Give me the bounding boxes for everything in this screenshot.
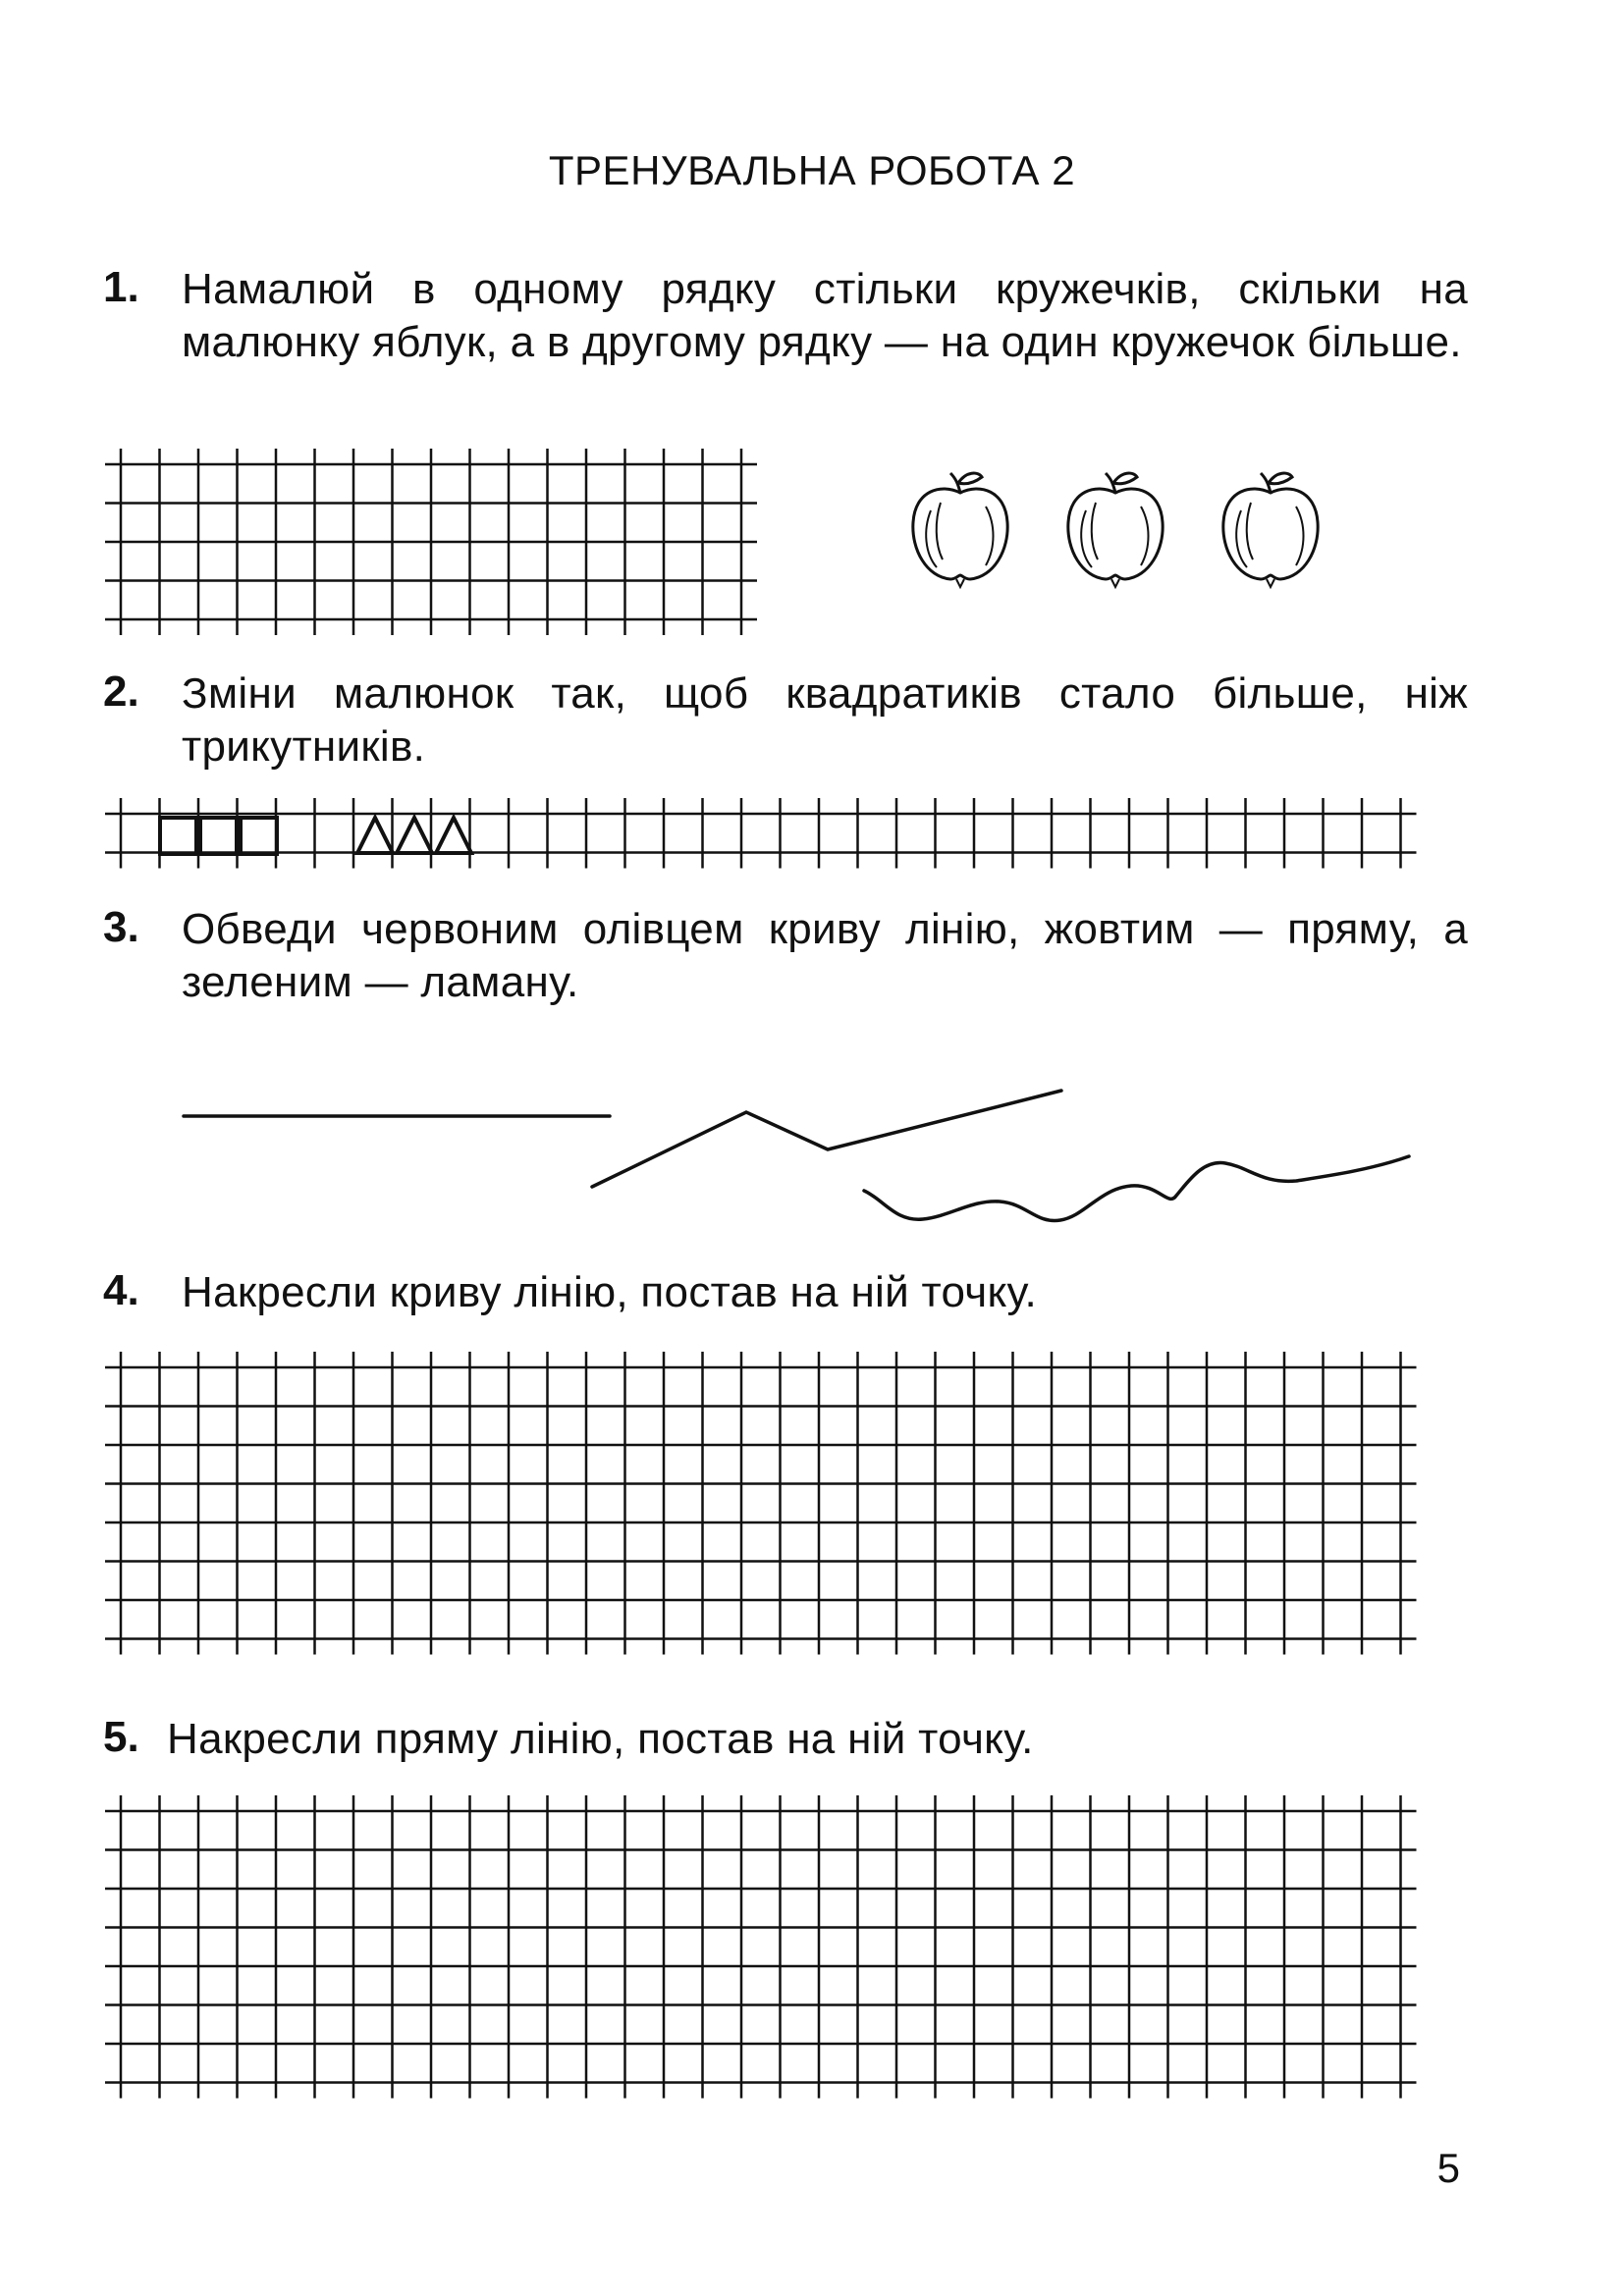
square-shape: [241, 818, 277, 854]
task-number: 5.: [103, 1713, 139, 1761]
square-shape: [200, 818, 237, 854]
square-shape: [160, 818, 196, 854]
triangles-group: [357, 818, 471, 853]
task-number: 4.: [103, 1266, 139, 1314]
broken-line: [592, 1091, 1061, 1187]
task-number: 2.: [103, 667, 139, 716]
task-number: 3.: [103, 903, 139, 951]
triangle-shape: [397, 818, 432, 853]
apple-icon: [913, 473, 1007, 587]
task-text: Накресли пряму лінію, постав на ній точку.: [167, 1715, 1034, 1763]
answer-strip-task-2[interactable]: [105, 798, 1417, 869]
task-text: Обведи червоним олівцем криву лінію, жовтим — пряму, а зеленим — ламану.: [182, 905, 1468, 1006]
apples-group: [913, 473, 1318, 587]
page-number: 5: [1436, 2145, 1460, 2191]
page-title: ТРЕНУВАЛЬНА РОБОТА 2: [548, 147, 1076, 193]
curved-line: [864, 1156, 1409, 1221]
answer-grid-task-4[interactable]: [105, 1352, 1417, 1655]
task-text: Зміни малюнок так, щоб квадратиків стало більше, ніж трикутників.: [182, 669, 1468, 771]
squares-group: [160, 818, 277, 854]
task-number: 1.: [103, 263, 139, 311]
answer-grid-task-5[interactable]: [105, 1795, 1417, 2099]
task-text: Накресли криву лінію, постав на ній точку.: [182, 1268, 1037, 1316]
triangle-shape: [436, 818, 471, 853]
answer-grid-task-1[interactable]: [105, 449, 757, 635]
apple-icon: [1223, 473, 1318, 587]
task-text: Намалюй в одному рядку стільки кружечків, скільки на малюнку яблук, а в другому рядку — на один кружечок більше.: [182, 265, 1468, 366]
triangle-shape: [357, 818, 393, 853]
lines-task-3: [184, 1091, 1409, 1221]
apple-icon: [1068, 473, 1163, 587]
